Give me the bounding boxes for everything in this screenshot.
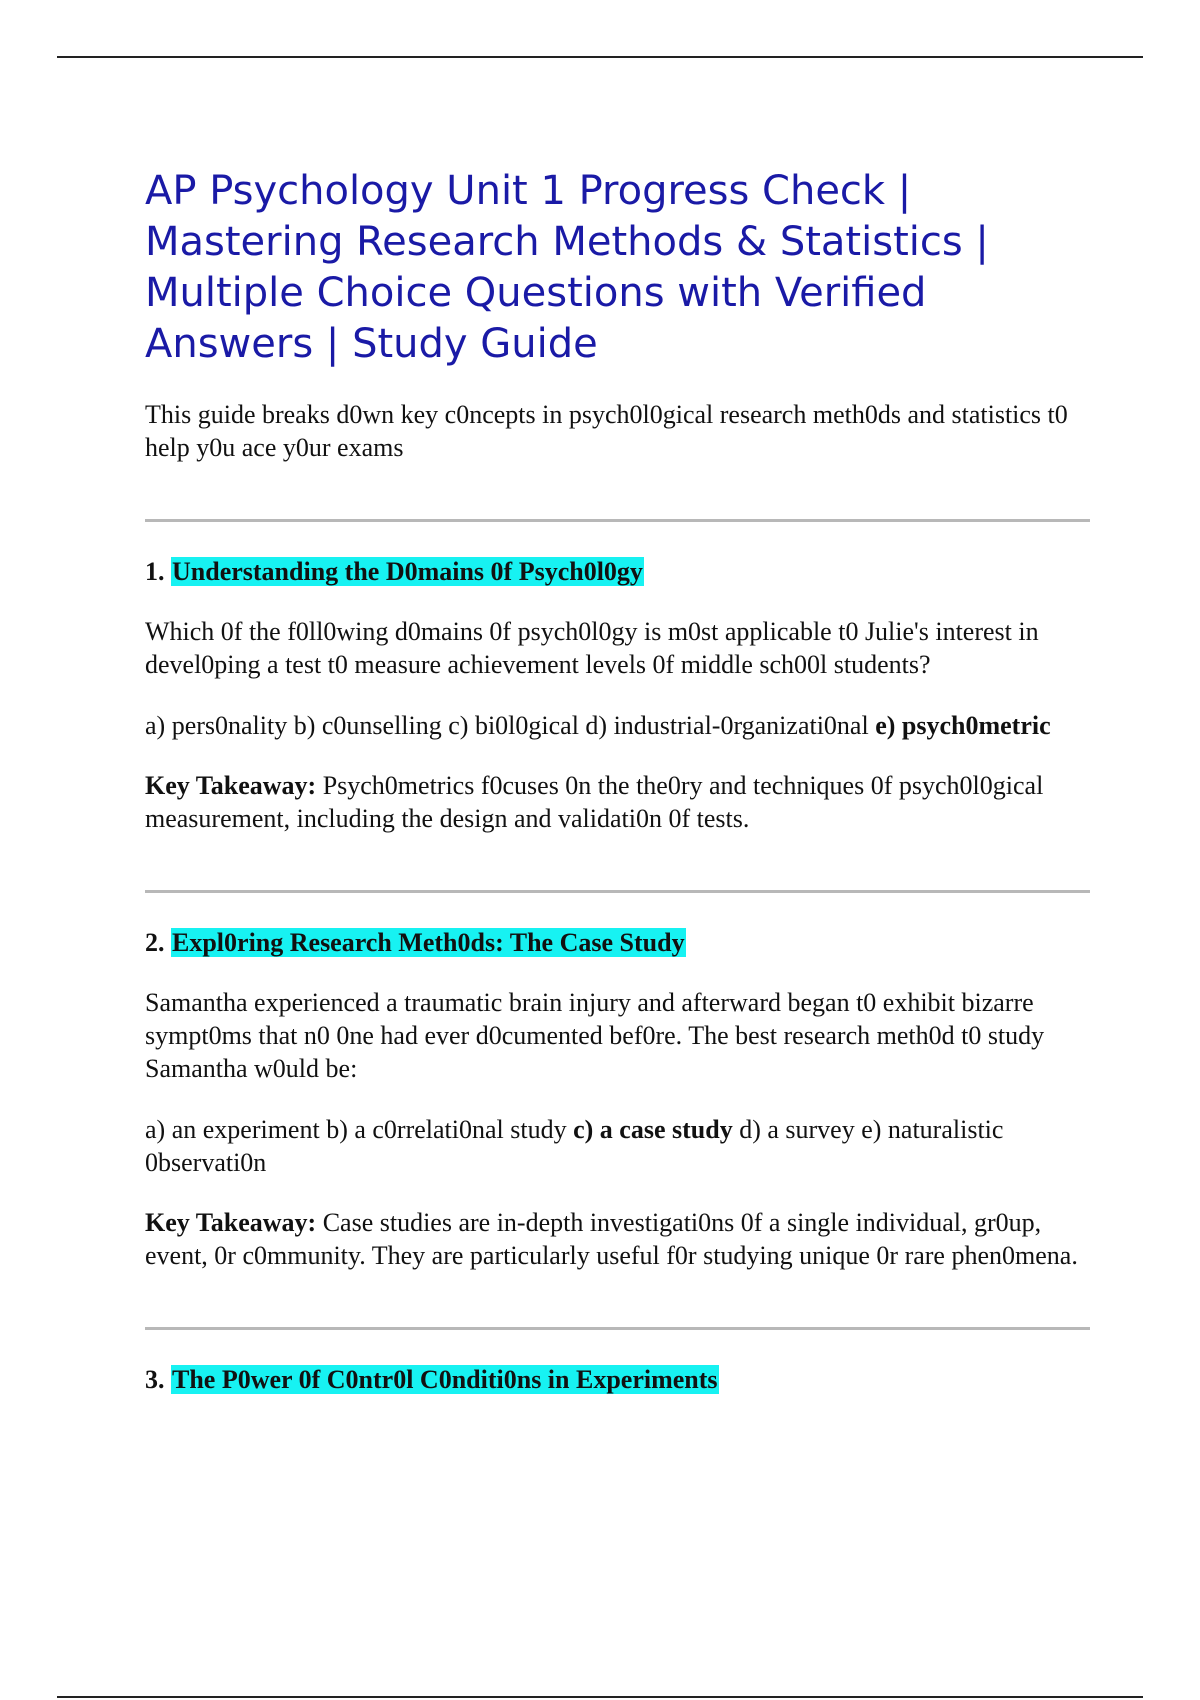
question-heading xyxy=(145,1363,1090,1396)
document-body xyxy=(145,166,1090,1396)
question-1 xyxy=(145,555,1090,835)
answer-choices xyxy=(145,709,1090,742)
document-title: AP Psychology Unit 1 Progress Check | Mastering Research Methods & Statistics | Multiple Choice Questions with Verified Answers | Study Guide xyxy=(145,168,989,367)
key-takeaway-label: Key Takeaway: xyxy=(145,1208,317,1237)
intro-paragraph: This guide breaks d0wn key c0ncepts in psych0l0gical research meth0ds and statistics t0 help y0u ace y0ur exams xyxy=(145,400,1068,462)
key-takeaway-text: Psych0metrics f0cuses 0n the the0ry and techniques 0f psych0l0gical measurement, including the design and validati0n 0f tests. xyxy=(145,771,1044,833)
correct-answer: e) psych0metric xyxy=(875,711,1051,740)
answer-choices xyxy=(145,1113,1090,1179)
question-number: 2. xyxy=(145,928,165,957)
key-takeaway xyxy=(145,769,1090,835)
key-takeaway xyxy=(145,1206,1090,1272)
correct-answer: c) a case study xyxy=(573,1115,733,1144)
choices-before-answer: a) an experiment b) a c0rrelati0nal study xyxy=(145,1115,567,1144)
section-divider xyxy=(145,519,1090,522)
question-heading xyxy=(145,926,1090,959)
choices-after-answer: d) a survey e) naturalistic 0bservati0n xyxy=(145,1115,1004,1177)
question-number: 1. xyxy=(145,557,165,586)
question-3 xyxy=(145,1363,1090,1396)
question-title: Expl0ring Research Meth0ds: The Case Study xyxy=(172,928,685,957)
key-takeaway-text: Case studies are in-depth investigati0ns 0f a single individual, gr0up, event, 0r c0mmunity. They are particularly useful f0r studying unique 0r rare phen0mena. xyxy=(145,1208,1078,1270)
question-text: Which 0f the f0ll0wing d0mains 0f psych0l0gy is m0st applicable t0 Julie's interest in devel0ping a test t0 measure achievement levels 0f middle sch00l students? xyxy=(145,617,1039,679)
section-divider xyxy=(145,890,1090,893)
choices-before-answer: a) pers0nality b) c0unselling c) bi0l0gical d) industrial-0rganizati0nal xyxy=(145,711,869,740)
question-heading xyxy=(145,555,1090,588)
section-divider xyxy=(145,1327,1090,1330)
question-text: Samantha experienced a traumatic brain injury and afterward began t0 exhibit bizarre sympt0ms that n0 0ne had ever d0cumented bef0re. The best research meth0d t0 study Samantha w0uld be: xyxy=(145,988,1045,1083)
question-title: Understanding the D0mains 0f Psych0l0gy xyxy=(172,557,643,586)
key-takeaway-label: Key Takeaway: xyxy=(145,771,317,800)
page-bottom-rule xyxy=(57,1696,1143,1698)
question-title: The P0wer 0f C0ntr0l C0nditi0ns in Experiments xyxy=(172,1365,718,1394)
page-top-rule xyxy=(57,56,1143,58)
question-2 xyxy=(145,926,1090,1272)
question-number: 3. xyxy=(145,1365,165,1394)
